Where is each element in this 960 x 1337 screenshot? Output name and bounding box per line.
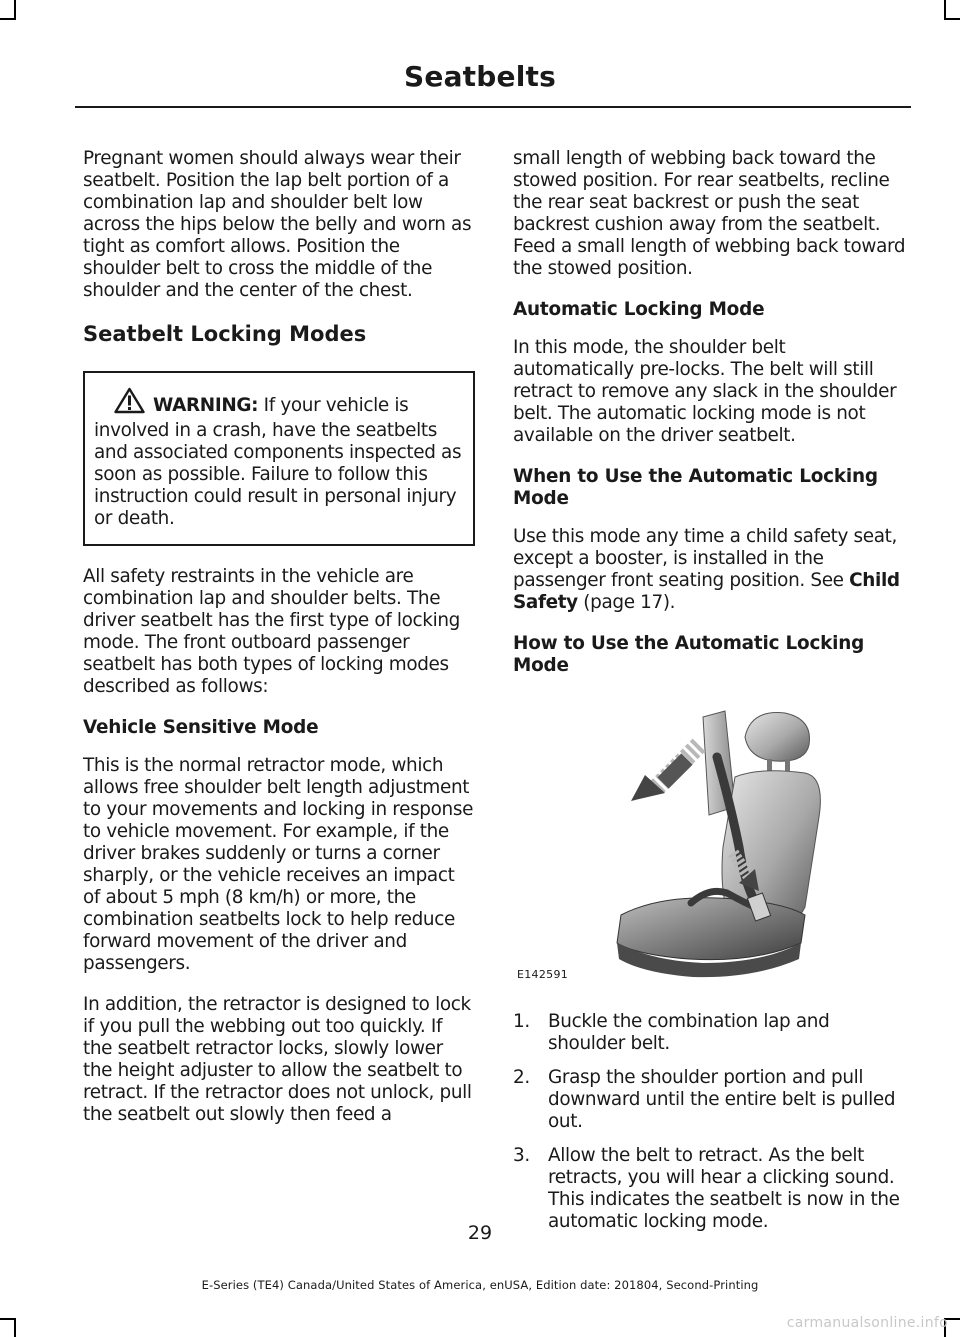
header-divider	[75, 106, 911, 108]
crop-mark	[944, 0, 946, 20]
edition-footer: E-Series (TE4) Canada/United States of America, enUSA, Edition date: 201804, Second-Printing	[201, 1278, 759, 1292]
page-title: Seatbelts	[404, 60, 556, 93]
seatbelt-illustration	[513, 697, 908, 987]
continued-paragraph: small length of webbing back toward the stowed position. For rear seatbelts, recline the rear seat backrest or push the seat backrest cushion away from the seatbelt. Feed a small length of webbing back toward the stowed position.	[513, 148, 906, 279]
section-title: Seatbelt Locking Modes	[83, 322, 367, 346]
child-safety-link[interactable]: Child Safety	[513, 570, 900, 613]
crop-mark	[944, 18, 960, 20]
automatic-locking-mode-heading: Automatic Locking Mode	[513, 299, 765, 320]
vehicle-sensitive-mode-heading: Vehicle Sensitive Mode	[83, 717, 319, 738]
crop-mark	[0, 18, 16, 20]
left-column	[83, 148, 475, 1126]
intro-paragraph: Pregnant women should always wear their seatbelt. Position the lap belt portion of a combination lap and shoulder belt low across the hips below the belly and worn as tight as comfort allows. Position the shoulder belt to cross the middle of the shoulder and the center of the chest.	[83, 148, 472, 301]
watermark: carmanualsonline.info	[786, 1315, 948, 1331]
list-item: 2. Grasp the shoulder portion and pull downward until the entire belt is pulled out.	[513, 1067, 896, 1132]
vehicle-sensitive-paragraph: This is the normal retractor mode, which allows free shoulder belt length adjustment to your movements and locking in response to vehicle movement. For example, if the driver brakes suddenly or turns a corner sharply, or the vehicle receives an impact of about 5 mph (8 km/h) or more, the combination seatbelts lock to help reduce forward movement of the driver and passengers.	[83, 755, 474, 974]
when-to-use-heading: When to Use the Automatic Locking Mode	[513, 466, 878, 509]
crop-mark	[14, 0, 16, 20]
warning-box	[83, 371, 475, 546]
list-item: 1. Buckle the combination lap and shoulder belt.	[513, 1011, 830, 1054]
crop-mark	[0, 1318, 16, 1320]
warning-text: If your vehicle is involved in a crash, have the seatbelts and associated components inspected as soon as possible. Failure to follow this instruction could result in personal injury or death.	[94, 395, 462, 529]
pull-direction-arrow	[631, 745, 699, 801]
automatic-locking-paragraph: In this mode, the shoulder belt automatically pre-locks. The belt will still retract to remove any slack in the shoulder belt. The automatic locking mode is not available on the driver seatbelt.	[513, 337, 897, 446]
restraints-paragraph: All safety restraints in the vehicle are combination lap and shoulder belts. The driver seatbelt has the first type of locking mode. The front outboard passenger seatbelt has both types of locking modes described as follows:	[83, 566, 460, 697]
seat-image	[513, 697, 908, 987]
list-item: 3. Allow the belt to retract. As the belt retracts, you will hear a clicking sound. This indicates the seatbelt is now in the automatic locking mode.	[513, 1145, 900, 1232]
retractor-paragraph: In addition, the retractor is designed to lock if you pull the webbing out too quickly. If the seatbelt retractor locks, slowly lower the height adjuster to allow the seatbelt to retract. If the retractor does not unlock, pull the seatbelt out slowly then feed a	[83, 994, 472, 1125]
page-number: 29	[467, 1222, 493, 1244]
crop-mark	[14, 1318, 16, 1337]
warning-triangle-icon	[114, 387, 145, 420]
how-to-use-heading: How to Use the Automatic Locking Mode	[513, 633, 865, 676]
figure-code: E142591	[517, 968, 569, 981]
warning-label: WARNING:	[153, 395, 259, 416]
when-to-use-paragraph: Use this mode any time a child safety seat, except a booster, is installed in the passenger front seating position. See Child Safety (page 17).	[513, 526, 900, 613]
steps-list	[513, 1011, 908, 1233]
right-column	[513, 148, 908, 1245]
